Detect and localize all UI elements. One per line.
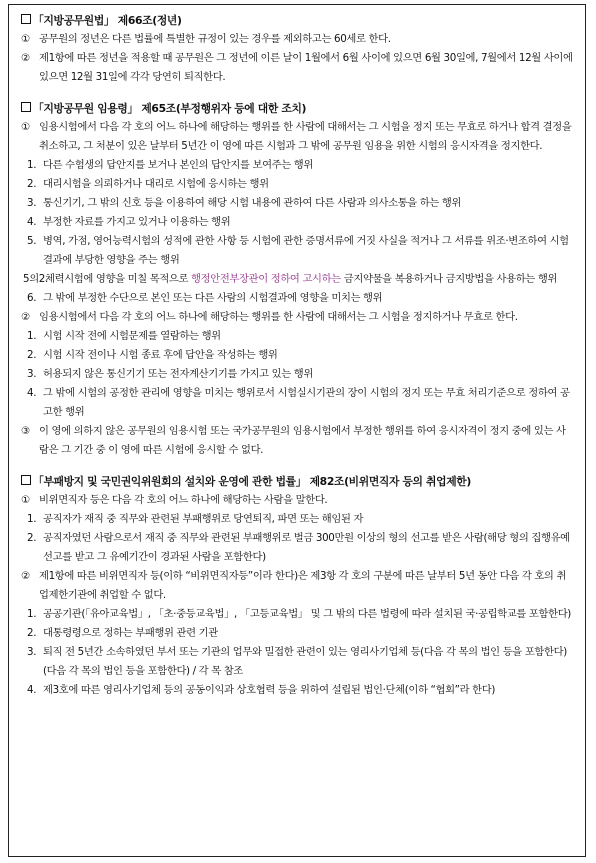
list-item: 3. 허용되지 않은 통신기기 또는 전자계산기기를 가지고 있는 행위 [27, 368, 313, 380]
list-item: 4. 부정한 자료를 가지고 있거나 이용하는 행위 [27, 216, 231, 228]
checkbox-square-icon [21, 102, 31, 112]
list-item: 1. 시험 시작 전에 시험문제를 열람하는 행위 [27, 330, 221, 342]
list-item: 2. 대통령령으로 정하는 부패행위 관련 기관 [27, 627, 218, 639]
paragraph-2: ② 임용시험에서 다음 각 호의 어느 하나에 해당하는 행위를 한 사람에 대해서는 그 시험을 정지하거나 무효로 한다. [21, 311, 518, 323]
section-heading-employment-restriction: 「부패방지 및 국민권익위원회의 설치와 운영에 관한 법률」 제82조(비위면직자 등의 취업제한) [21, 472, 575, 491]
paragraph-3: ③ 이 영에 의하지 않은 공무원의 임용시험 또는 국가공무원의 임용시험에서 부정한 행위를 하여 응시자격이 정지 중에 있는 사람은 그 기간 중 이 영에 따른 시험에 응시할 수 없다. [21, 425, 566, 456]
list-item: 3. 통신기기, 그 밖의 신호 등을 이용하여 해당 시험 내용에 관하여 다른 사람과 의사소통을 하는 행위 [27, 197, 462, 209]
list-item: 4. 제3호에 따른 영리사기업체 등의 공동이익과 상호협력 등을 위하여 설립된 법인·단체(이하 “협회”라 한다) [27, 684, 496, 696]
document-page [8, 4, 586, 857]
section-heading-retirement: 「지방공무원법」 제66조(정년) [21, 11, 575, 30]
list-item: 2. 시험 시작 전이나 시험 종료 후에 답안을 작성하는 행위 [27, 349, 278, 361]
paragraph-1: ① 임용시험에서 다음 각 호의 어느 하나에 해당하는 행위를 한 사람에 대해서는 그 시험을 정지 또는 무효로 하거나 합격 결정을 취소하고, 그 처분이 있은 날부터 5년간 이 영에 따른 시험과 그 밖에 공무원 임용을 위한 시험의 응시자격을 정지한다. [21, 121, 572, 152]
checkbox-square-icon [21, 14, 31, 24]
paragraph-2: ② 제1항에 따른 비위면직자 등(이하 “비위면직자등”이라 한다)은 제3항 각 호의 구분에 따른 날부터 5년 동안 다음 각 호의 취업제한기관에 취업할 수 없다. [21, 570, 567, 601]
list-item: 5. 병역, 가점, 영어능력시험의 성적에 관한 사항 등 시험에 관한 증명서류에 거짓 사실을 적거나 그 서류를 위조·변조하여 시험결과에 부당한 영향을 주는 행위 [27, 235, 569, 266]
paragraph-1: ① 비위면직자 등은 다음 각 호의 어느 하나에 해당하는 사람을 말한다. [21, 494, 328, 506]
checkbox-square-icon [21, 475, 31, 485]
section-heading-misconduct: 「지방공무원 임용령」 제65조(부정행위자 등에 대한 조치) [21, 99, 575, 118]
paragraph-2: ② 제1항에 따른 정년을 적용할 때 공무원은 그 정년에 이른 날이 1월에서 6월 사이에 있으면 6월 30일에, 7월에서 12월 사이에 있으면 12월 31일에 각각 당연히 퇴직한다. [21, 52, 573, 83]
list-item: 3. 퇴직 전 5년간 소속하였던 부서 또는 기관의 업무와 밀접한 관련이 있는 영리사기업체 등(다음 각 목의 법인 등을 포함한다) (다음 각 목의 법인 등을 포함한다) / 각 목 참조 [27, 646, 567, 677]
list-item: 1. 다른 수험생의 답안지를 보거나 본인의 답안지를 보여주는 행위 [27, 159, 313, 171]
list-item: 2. 공직자였던 사람으로서 재직 중 직무와 관련된 부패행위로 벌금 300만원 이상의 형의 선고를 받은 사람(해당 형의 집행유예 선고를 받고 그 유예기간이 경과된 사람을 포함한다) [27, 532, 570, 563]
list-item: 5의2. 체력시험에 영향을 미칠 목적으로 행정안전부장관이 정하여 고시하는 금지약물을 복용하거나 금지방법을 사용하는 행위 [23, 273, 558, 285]
list-item: 2. 대리시험을 의뢰하거나 대리로 시험에 응시하는 행위 [27, 178, 269, 190]
list-item: 1. 공직자가 재직 중 직무와 관련된 부패행위로 당연퇴직, 파면 또는 해임된 자 [27, 513, 364, 525]
list-item: 1. 공공기관(「유아교육법」, 「초·중등교육법」, 「고등교육법」 및 그 밖의 다른 법령에 따라 설치된 국·공립학교를 포함한다) [27, 608, 571, 620]
list-item: 6. 그 밖에 부정한 수단으로 본인 또는 다른 사람의 시험결과에 영향을 미치는 행위 [27, 292, 383, 304]
highlighted-text: 행정안전부장관이 정하여 고시하는 [191, 273, 341, 285]
paragraph-1: ① 공무원의 정년은 다른 법률에 특별한 규정이 있는 경우를 제외하고는 60세로 한다. [21, 33, 391, 45]
list-item: 4. 그 밖에 시험의 공정한 관리에 영향을 미치는 행위로서 시험실시기관의 장이 시험의 정지 또는 무효 처리기준으로 정하여 공고한 행위 [27, 387, 570, 418]
